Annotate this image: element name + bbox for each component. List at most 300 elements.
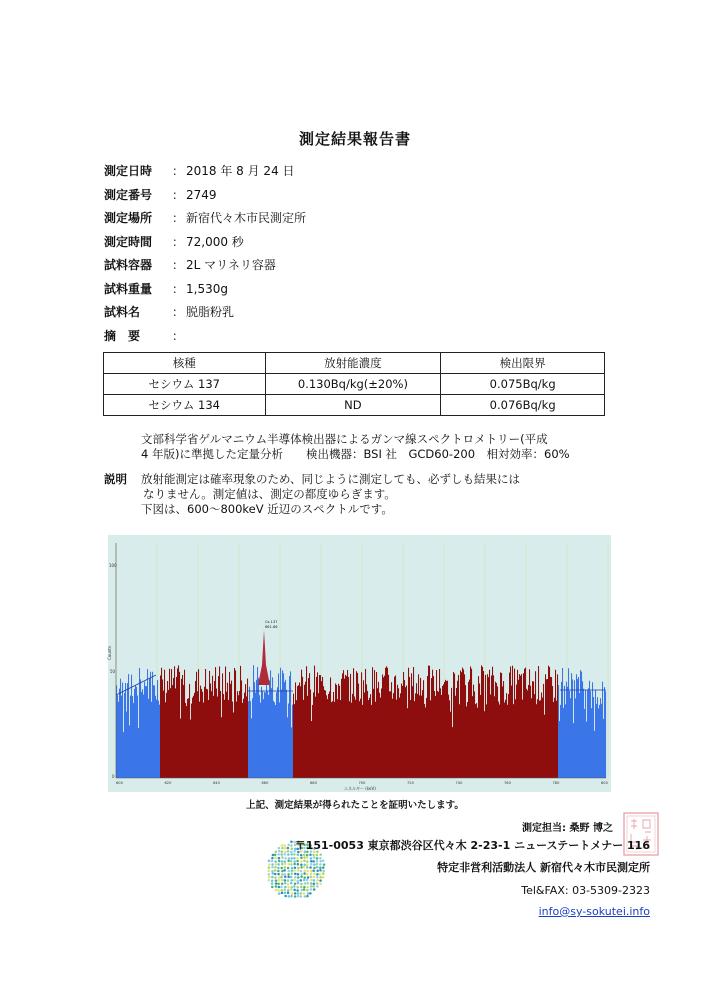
spectrum-bar: [274, 702, 275, 778]
meta-separator: ：: [172, 328, 185, 343]
logo-dot: [268, 873, 271, 876]
logo-dot: [307, 892, 310, 895]
spectrum-bar: [415, 693, 416, 778]
spectrum-bar: [264, 692, 265, 778]
spectrum-bar: [522, 700, 523, 778]
logo-dot: [293, 853, 296, 856]
spectrum-bar: [494, 696, 495, 778]
logo-dot: [291, 892, 294, 895]
logo-dot: [271, 886, 274, 889]
spectrum-bar: [425, 707, 426, 778]
explanation-line: 放射能測定は確率現象のため、同じように測定しても、必ずしも結果には: [141, 472, 521, 486]
spectrum-bar: [524, 669, 525, 778]
spectrum-bar: [465, 685, 466, 778]
spectrum-bar: [585, 689, 586, 778]
logo-dot: [319, 866, 322, 869]
spectrum-bar: [338, 684, 339, 778]
logo-dot: [313, 876, 316, 879]
logo-dot: [271, 882, 274, 885]
logo-dot: [303, 888, 306, 891]
spectrum-bar: [124, 693, 125, 778]
logo-dot: [304, 882, 307, 885]
meta-value: 72,000 秒: [186, 234, 244, 249]
spectrum-bar: [194, 693, 195, 778]
spectrum-bar: [558, 685, 559, 778]
spectrum-bar: [458, 675, 459, 778]
meta-separator: ：: [172, 281, 185, 296]
table-header-row: [104, 353, 605, 374]
table-cell: セシウム 134: [104, 395, 266, 416]
spectrum-bar: [131, 675, 132, 778]
logo-dot: [294, 895, 297, 898]
spectrum-bar: [318, 693, 319, 778]
spectrum-bar: [596, 704, 597, 778]
spectrum-bar: [284, 682, 285, 778]
logo-dot: [313, 872, 316, 875]
spectrum-bar: [435, 696, 436, 778]
table-row: [104, 374, 605, 395]
spectrum-bar: [178, 665, 179, 778]
spectrum-bar: [218, 676, 219, 778]
logo-dot: [278, 857, 281, 860]
logo-dot: [297, 863, 300, 866]
logo-dot: [280, 889, 283, 892]
spectrum-bar: [132, 696, 133, 778]
meta-value: 脱脂粉乳: [186, 305, 235, 319]
logo-dot: [287, 847, 290, 850]
spectrum-bar: [481, 665, 482, 778]
spectrum-bar: [547, 679, 548, 778]
spectrum-bar: [513, 704, 514, 778]
logo-dot: [310, 888, 313, 891]
logo-dot: [281, 856, 284, 859]
spectrum-bar: [406, 685, 407, 778]
spectrum-bar: [222, 673, 223, 778]
spectrum-bar: [368, 700, 369, 778]
spectrum-bar: [147, 669, 148, 778]
spectrum-bar: [579, 693, 580, 778]
spectrum-bar: [276, 692, 277, 778]
spectrum-bar: [305, 682, 306, 778]
spectrum-bar: [347, 670, 348, 778]
spectrum-bar: [413, 667, 414, 778]
certification-text: 上記、測定結果が得られたことを証明いたします。: [246, 800, 464, 811]
logo-dot: [275, 879, 278, 882]
logo-dot: [319, 876, 322, 879]
logo-dot: [290, 853, 293, 856]
logo-dot: [271, 879, 274, 882]
logo-dot: [284, 879, 287, 882]
logo-dot: [284, 860, 287, 863]
spectrum-bar: [418, 674, 419, 778]
logo-dot: [290, 840, 293, 843]
spectrum-bar: [394, 677, 395, 778]
spectrum-bar: [545, 674, 546, 778]
spectrum-bar: [543, 684, 544, 778]
spectrum-bar: [346, 676, 347, 778]
spectrum-bar: [430, 700, 431, 778]
logo-dot: [284, 882, 287, 885]
spectrum-bar: [443, 684, 444, 778]
logo-dot: [316, 866, 319, 869]
spectrum-bar: [361, 672, 362, 778]
spectrum-bar: [325, 691, 326, 778]
spectrum-bar: [353, 668, 354, 778]
spectrum-bar: [373, 689, 374, 778]
logo-dot: [280, 867, 283, 870]
spectrum-bar: [355, 700, 356, 778]
spectrum-bar: [515, 699, 516, 778]
peak-label: Cs-137: [265, 620, 278, 624]
meta-row-number: [104, 187, 584, 211]
spectrum-bar: [174, 666, 175, 778]
logo-dot: [297, 876, 300, 879]
logo-dot: [277, 870, 280, 873]
logo-dot: [319, 873, 322, 876]
spectrum-bar: [243, 699, 244, 778]
spectrum-bar: [446, 681, 447, 778]
spectrum-bar: [157, 680, 158, 778]
logo-dot: [300, 883, 303, 886]
logo-dot: [281, 879, 284, 882]
logo-dot: [268, 866, 271, 869]
logo-dot: [294, 892, 297, 895]
spectrum-bar: [139, 668, 140, 778]
spectrum-bar: [424, 704, 425, 778]
spectrum-bar: [357, 673, 358, 778]
spectrum-bar: [528, 685, 529, 778]
logo-dot: [306, 854, 309, 857]
spectrum-bar: [563, 708, 564, 778]
spectrum-bar: [235, 670, 236, 778]
logo-dot: [319, 857, 322, 860]
spectrum-bar: [527, 690, 528, 778]
logo-dot: [312, 885, 315, 888]
spectrum-bar: [490, 695, 491, 778]
spectrum-bar: [141, 692, 142, 778]
spectrum-bar: [203, 703, 204, 778]
method-line: 文部科学省ゲルマニウム半導体検出器によるガンマ線スペクトロメトリー(平成: [141, 432, 548, 446]
logo-dot: [297, 882, 300, 885]
spectrum-bar: [285, 680, 286, 778]
spectrum-bar: [146, 686, 147, 778]
spectrum-bar: [298, 685, 299, 778]
spectrum-bar: [249, 687, 250, 778]
spectrum-bar: [250, 701, 251, 778]
logo-dot: [281, 860, 284, 863]
meta-row-summary: [104, 328, 584, 352]
spectrum-bar: [475, 704, 476, 778]
logo-dot: [306, 882, 309, 885]
spectrum-bar: [359, 701, 360, 778]
logo-dot: [277, 853, 280, 856]
spectrum-bar: [337, 699, 338, 778]
spectrum-bar: [170, 688, 171, 778]
spectrum-x-tick: 700: [358, 781, 366, 785]
spectrum-bar: [567, 687, 568, 778]
spectrum-bar: [238, 695, 239, 778]
spectrum-bar: [471, 669, 472, 778]
logo-dot: [322, 870, 325, 873]
spectrum-bar: [350, 674, 351, 778]
spectrum-bar: [128, 674, 129, 778]
spectrum-bar: [229, 672, 230, 778]
spectrum-bar: [152, 672, 153, 778]
spectrum-bar: [499, 705, 500, 778]
spectrum-bar: [439, 669, 440, 778]
spectrum-bar: [386, 666, 387, 778]
spectrum-bar: [240, 666, 241, 778]
meta-label: 測定時間: [104, 234, 153, 249]
spectrum-bar: [275, 705, 276, 778]
spectrum-bar: [278, 674, 279, 778]
logo-dot: [280, 886, 283, 889]
spectrum-bar: [396, 700, 397, 778]
spectrum-bar: [163, 691, 164, 778]
spectrum-bar: [463, 669, 464, 778]
spectrum-bar: [182, 675, 183, 778]
logo-dot: [300, 860, 303, 863]
spectrum-bar: [550, 677, 551, 778]
logo-dot: [287, 879, 290, 882]
spectrum-bar: [530, 686, 531, 778]
spectrum-bar: [186, 706, 187, 778]
explanation-line: なりません。測定値は、測定の都度ゆらぎます。: [143, 487, 396, 501]
spectrum-bar: [130, 696, 131, 778]
logo-dot: [303, 886, 306, 889]
spectrum-bar: [571, 673, 572, 778]
spectrum-bar: [183, 685, 184, 778]
spectrum-bar: [154, 685, 155, 778]
logo-dot: [293, 879, 296, 882]
logo-dot: [316, 857, 319, 860]
logo-dot: [300, 879, 303, 882]
spectrum-bar: [263, 699, 264, 778]
spectrum-bar: [583, 689, 584, 778]
spectrum-bar: [237, 691, 238, 778]
spectrum-bar: [514, 669, 515, 778]
logo-dot: [290, 857, 293, 860]
spectrum-bar: [504, 702, 505, 778]
spectrum-bar: [460, 670, 461, 778]
logo-dot: [293, 885, 296, 888]
spectrum-bar: [562, 668, 563, 778]
logo-dot: [274, 873, 277, 876]
logo-dot: [300, 857, 303, 860]
spectrum-y-tick: 50: [110, 669, 116, 674]
spectrum-bar: [582, 681, 583, 778]
logo-dot: [281, 851, 284, 854]
spectrum-bar: [462, 668, 463, 778]
table-cell: セシウム 137: [104, 374, 266, 395]
logo-dot: [293, 869, 296, 872]
spectrum-x-tick: 720: [407, 781, 414, 785]
spectrum-bar: [118, 702, 119, 778]
logo-dot: [268, 876, 271, 879]
spectrum-bar: [166, 693, 167, 778]
meta-separator: ：: [172, 258, 185, 272]
spectrum-bar: [526, 689, 527, 778]
logo-dot: [306, 889, 309, 892]
logo-dot: [316, 885, 319, 888]
logo-dot: [316, 860, 319, 863]
logo-dot: [287, 892, 290, 895]
logo-dot: [294, 866, 297, 869]
spectrum-bar: [215, 667, 216, 778]
spectrum-bar: [449, 700, 450, 778]
spectrum-bar: [412, 686, 413, 778]
spectrum-bar: [342, 673, 343, 778]
logo-dot: [313, 879, 316, 882]
logo-dot: [278, 876, 281, 879]
logo-dot: [271, 857, 274, 860]
spectrum-bar: [236, 702, 237, 778]
email-link[interactable]: info@sy-sokutei.info: [538, 905, 650, 918]
meta-separator: ：: [172, 211, 185, 225]
spectrum-x-tick: 640: [213, 781, 220, 785]
spectrum-bar: [300, 686, 301, 778]
spectrum-bar: [399, 698, 400, 778]
logo-dot: [310, 885, 313, 888]
logo-dot: [290, 895, 293, 898]
spectrum-bar: [251, 718, 252, 778]
logo-dot: [290, 882, 293, 885]
spectrum-bar: [258, 678, 259, 778]
logo-dot: [291, 886, 294, 889]
logo-dot: [284, 851, 287, 854]
spectrum-bar: [592, 682, 593, 778]
meta-value: 新宿代々木市民測定所: [186, 211, 307, 225]
spectrum-bar: [202, 692, 203, 778]
spectrum-bar: [432, 670, 433, 778]
spectrum-bar: [408, 668, 409, 778]
logo-dot: [278, 847, 281, 850]
spectrum-bar: [287, 717, 288, 778]
logo-dot: [296, 880, 299, 883]
spectrum-bar: [376, 672, 377, 778]
logo-dot: [274, 860, 277, 863]
spectrum-bar: [483, 671, 484, 778]
logo-dot: [268, 863, 271, 866]
spectrum-bar: [314, 666, 315, 778]
spectrum-bar: [261, 687, 262, 778]
spectrum-bar: [580, 670, 581, 778]
spectrum-bar: [168, 690, 169, 778]
logo-dot: [310, 876, 313, 879]
logo-dot: [309, 866, 312, 869]
spectrum-bar: [267, 691, 268, 778]
logo-dot: [303, 879, 306, 882]
spectrum-bar: [568, 668, 569, 778]
spectrum-bar: [122, 683, 123, 778]
spectrum-bar: [209, 671, 210, 778]
spectrum-bar: [120, 679, 121, 778]
spectrum-bar: [244, 693, 245, 778]
table-row: [104, 395, 605, 416]
logo-dot: [275, 863, 278, 866]
meta-row-sample: [104, 304, 584, 328]
spectrum-bar: [227, 683, 228, 778]
spectrum-bar: [352, 694, 353, 778]
logo-dot: [296, 860, 299, 863]
logo-dot: [303, 859, 306, 862]
logo-dot: [316, 854, 319, 857]
logo-dot: [310, 879, 313, 882]
spectrum-bar: [331, 702, 332, 778]
spectrum-bar: [364, 693, 365, 778]
logo-dot: [284, 857, 287, 860]
logo-dot: [277, 873, 280, 876]
spectrum-bar: [506, 693, 507, 778]
spectrum-bar: [452, 727, 453, 778]
logo-dot: [275, 889, 278, 892]
logo-dot: [297, 866, 300, 869]
logo-dot: [306, 856, 309, 859]
spectrum-bar: [410, 700, 411, 778]
spectrum-bar: [138, 728, 139, 778]
logo-dot: [316, 879, 319, 882]
spectrum-bar: [426, 698, 427, 778]
logo-dot: [288, 857, 291, 860]
spectrum-bar: [540, 700, 541, 778]
logo-dot: [316, 882, 319, 885]
spectrum-bar: [581, 672, 582, 778]
logo-dot: [287, 859, 290, 862]
spectrum-bar: [366, 684, 367, 778]
spectrum-bar: [605, 691, 606, 778]
spectrum-bar: [360, 699, 361, 778]
spectrum-bar: [453, 672, 454, 778]
spectrum-bar: [429, 666, 430, 778]
logo-dot: [288, 863, 291, 866]
logo-dot: [284, 888, 287, 891]
logo-dot: [277, 867, 280, 870]
spectrum-bar: [248, 701, 249, 778]
logo-dot: [293, 860, 296, 863]
spectrum-bar: [185, 703, 186, 778]
spectrum-y-tick: 0: [112, 774, 115, 779]
spectrum-bar: [324, 690, 325, 778]
logo-dot: [278, 892, 281, 895]
spectrum-bar: [556, 701, 557, 778]
spectrum-bar: [495, 682, 496, 778]
spectrum-bar: [602, 682, 603, 778]
spectrum-bar: [283, 673, 284, 778]
spectrum-bar: [427, 676, 428, 778]
logo-dot: [306, 866, 309, 869]
spectrum-bar: [433, 676, 434, 778]
spectrum-bar: [272, 677, 273, 778]
spectrum-bar: [557, 674, 558, 778]
spectrum-bar: [247, 679, 248, 778]
logo-dot: [274, 876, 277, 879]
logo-dot: [283, 869, 286, 872]
spectrum-bar: [486, 704, 487, 778]
spectrum-x-tick: 740: [455, 781, 463, 785]
spectrum-x-tick: 800: [601, 781, 608, 785]
logo-dot: [284, 886, 287, 889]
spectrum-bar: [117, 695, 118, 778]
spectrum-x-tick: 620: [164, 781, 172, 785]
spectrum-bar: [577, 679, 578, 778]
spectrum-bar: [510, 667, 511, 778]
spectrum-bar: [334, 702, 335, 778]
logo-dot: [316, 873, 319, 876]
meta-value: [186, 328, 584, 352]
logo-dot: [296, 857, 299, 860]
logo-dot: [322, 872, 325, 875]
spectrum-bar: [476, 703, 477, 778]
